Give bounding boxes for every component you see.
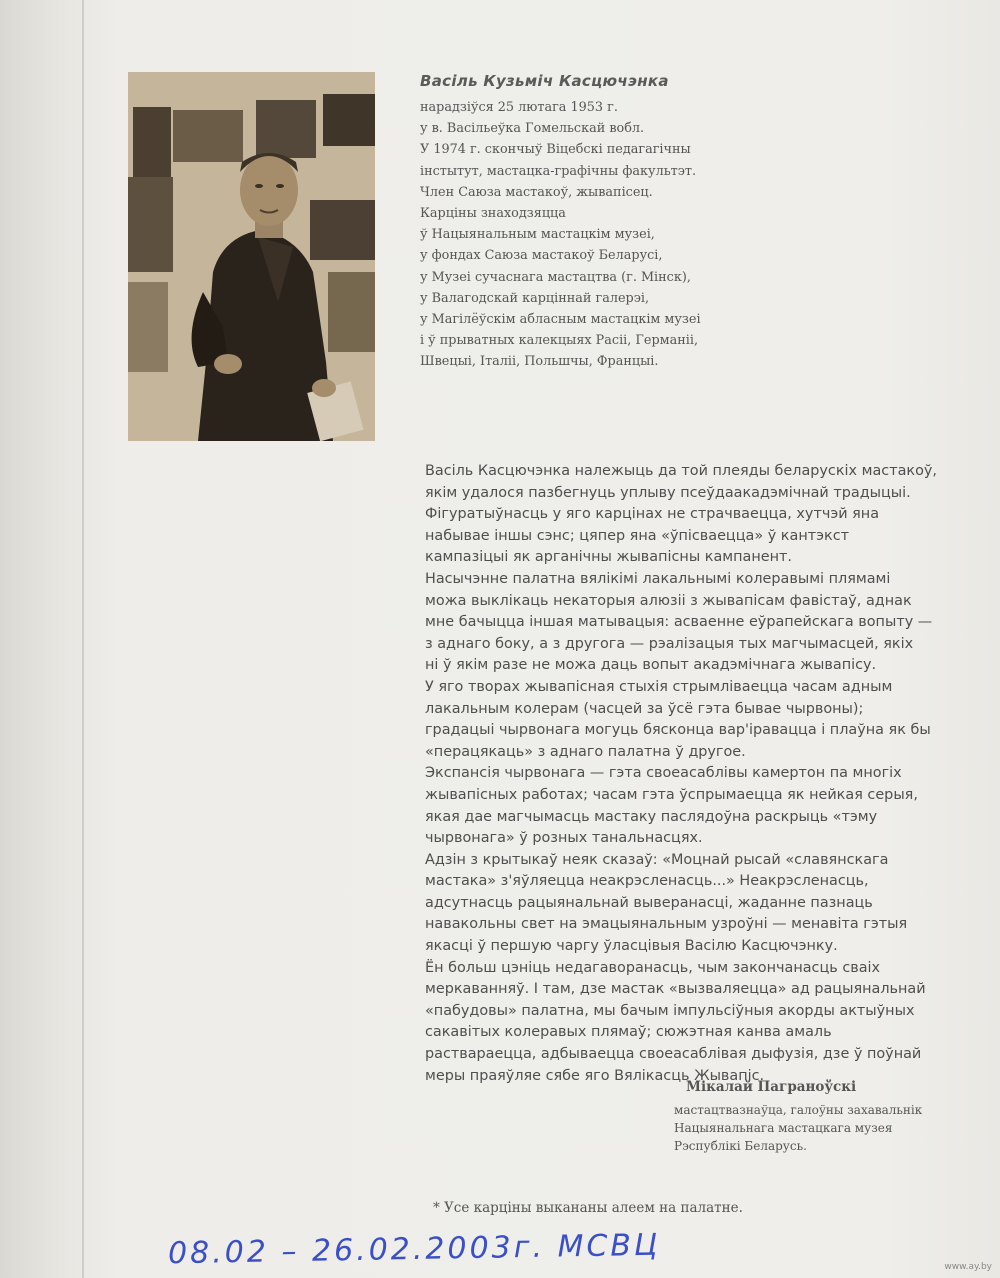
bio-line: У 1974 г. скончыў Віцебскі педагагічны: [420, 142, 691, 158]
bio-line: у Магілёўскім абласным мастацкім музеі: [420, 312, 701, 328]
bio-line: Член Саюза мастакоў, жывапісец.: [420, 184, 653, 200]
essay-line: лакальным колерам (часцей за ўсё гэта бывае чырвоны);: [425, 700, 864, 717]
portrait-illustration: [128, 72, 375, 441]
essay-line: У яго творах жывапісная стыхія стрымліваецца часам адным: [425, 678, 893, 695]
essay-line: Адзін з крытыкаў неяк сказаў: «Моцнай рысай «славянскага: [425, 851, 889, 868]
bio-line: і ў прыватных калекцыях Расіі, Германіі,: [420, 333, 699, 349]
essay-line: чырвонага» ў розных танальнасцях.: [425, 830, 703, 847]
essay-line: кампазіцыі як арганічны жывапісны кампанент.: [425, 549, 792, 566]
artist-name: Васіль Кузьміч Касцючэнка: [420, 72, 669, 90]
artist-portrait-photo: [128, 72, 375, 441]
footnote: * Усе карціны выкананы алеем на палатне.: [433, 1200, 743, 1216]
essay-text: [425, 461, 965, 1087]
bio-line: у в. Васільеўка Гомельскай вобл.: [420, 121, 645, 137]
bio-line: інстытут, мастацка-графічны факультэт.: [420, 163, 697, 179]
essay-line: набывае іншы сэнс; цяпер яна «ўпісваецца» ў кантэкст: [425, 527, 849, 544]
essay-line: Фігуратыўнасць у яго карцінах не страчваецца, хутчэй яна: [425, 506, 880, 523]
essay-line: якім удалося пазбегнуць уплыву псеўдаакадэмічнай традыцыі.: [425, 484, 911, 501]
essay-line: меры праяўляе сябе яго Вялікасць Жывапіс.: [425, 1067, 765, 1084]
artist-biography: [420, 97, 820, 373]
author-title: [674, 1101, 922, 1155]
essay-line: Ён больш цэніць недагаворанасць, чым закончанасць сваіх: [425, 959, 881, 976]
author-title-line: Рэспублікі Беларусь.: [674, 1139, 807, 1153]
essay-line: Экспансія чырвонага — гэта своеасаблівы камертон па многіх: [425, 765, 902, 782]
essay-line: «пабудовы» палатна, мы бачым імпульсіўныя акорды актыўных: [425, 1002, 915, 1019]
page-binding-edge: [82, 0, 84, 1278]
essay-line: «перацякаць» з аднаго палатна ў другое.: [425, 743, 746, 760]
essay-line: мастака» з'яўляецца неакрэсленасць...» Неакрэсленасць,: [425, 873, 869, 890]
essay-line: з аднаго боку, а з другога — рэалізацыя тых магчымасцей, якіх: [425, 635, 914, 652]
essay-line: навакольны свет на эмацыянальным узроўні — менавіта гэтыя: [425, 916, 908, 933]
bio-line: у фондах Саюза мастакоў Беларусі,: [420, 248, 663, 264]
essay-line: меркаванняў. І там, дзе мастак «вызваляецца» ад рацыянальнай: [425, 981, 926, 998]
essay-line: мне бачыцца іншая матывацыя: асваенне еўрапейскага вопыту —: [425, 614, 933, 631]
essay-line: жывапісных работах; часам гэта ўспрымаецца як нейкая серыя,: [425, 786, 918, 803]
author-title-line: мастацтвазнаўца, галоўны захавальнік: [674, 1103, 923, 1117]
essay-line: якасці ў першую чаргу ўласцівыя Васілю Касцючэнку.: [425, 938, 838, 955]
bio-line: ў Нацыянальным мастацкім музеі,: [420, 227, 655, 243]
bio-line: у Музеі сучаснага мастацтва (г. Мінск),: [420, 269, 691, 285]
author-name: Мікалай Паграноўскі: [686, 1079, 857, 1095]
bio-line: Швецыі, Італіі, Польшчы, Францыі.: [420, 354, 659, 370]
essay-line: адсутнасць рацыянальнай выверанасці, жаданне пазнаць: [425, 894, 873, 911]
essay-line: можа выклікаць некаторыя алюзіі з жывапісам фавістаў, аднак: [425, 592, 912, 609]
essay-line: градацыі чырвонага могуць бясконца вар'іравацца і плаўна як бы: [425, 722, 931, 739]
bio-line: нарадзіўся 25 лютага 1953 г.: [420, 100, 618, 115]
handwritten-date-note: 08.02 – 26.02.2003г. МСВЦ: [167, 1227, 661, 1272]
essay-line: растварaецца, адбываецца своеасаблівая дыфузія, дзе ў поўнай: [425, 1046, 922, 1063]
essay-line: сакавітых колеравых плямаў; сюжэтная канва амаль: [425, 1024, 832, 1041]
essay-line: Насычэнне палатна вялікімі лакальнымі колеравымі плямамі: [425, 570, 891, 587]
bio-line: Карціны знаходзяцца: [420, 206, 566, 222]
author-title-line: Нацыянальнага мастацкага музея: [674, 1121, 893, 1135]
watermark: www.ay.by: [944, 1262, 992, 1272]
essay-line: Васіль Касцючэнка належыць да той плеяды беларускіх мастакоў,: [425, 463, 937, 479]
essay-line: ні ў якім разе не можа даць вопыт акадэмічнага жывапісу.: [425, 657, 877, 674]
bio-line: у Валагодскай карціннай галерэі,: [420, 290, 650, 306]
essay-line: якая дае магчымасць мастаку паслядоўна раскрыць «тэму: [425, 808, 878, 825]
